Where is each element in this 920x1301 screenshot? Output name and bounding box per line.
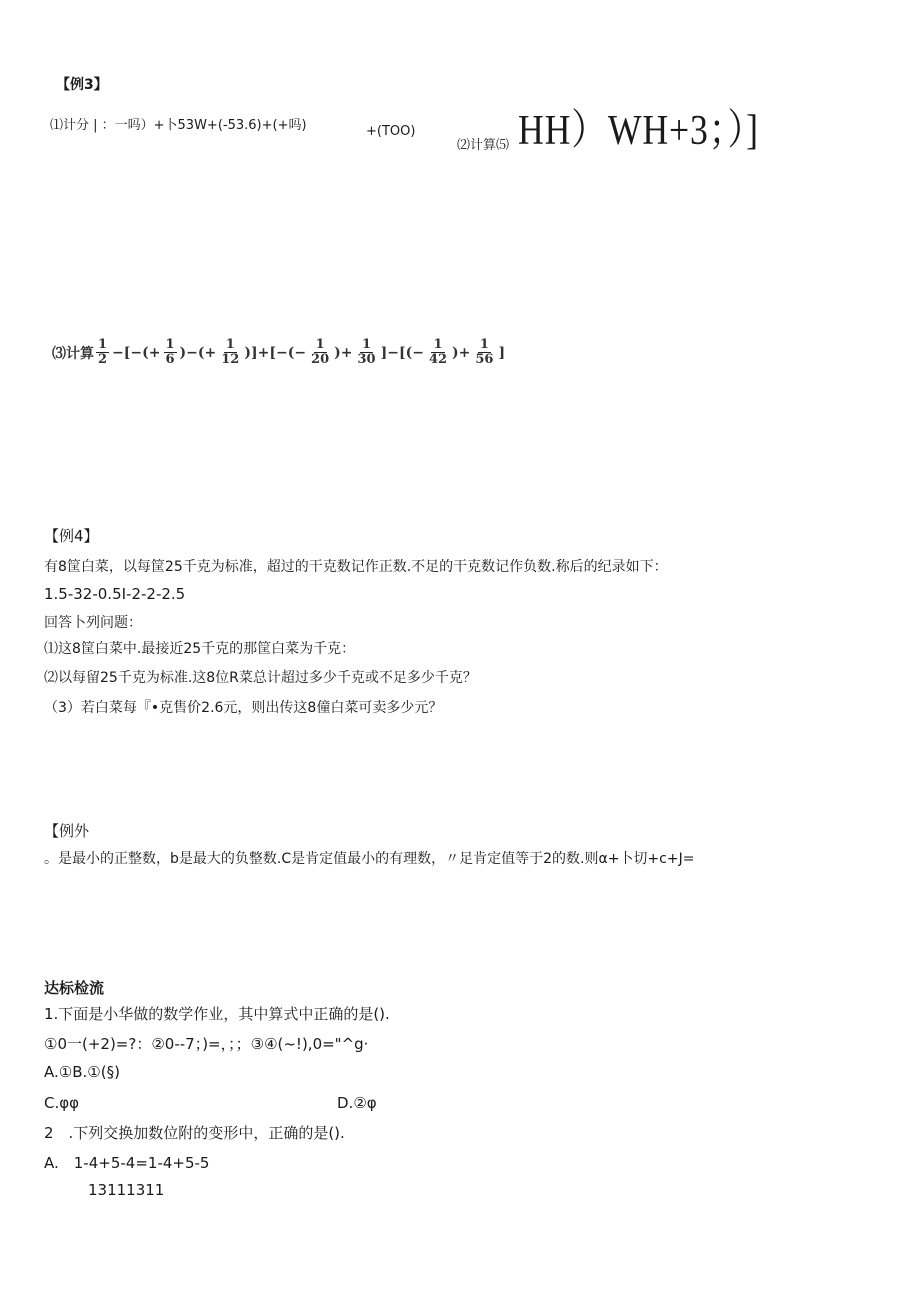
formula-operator: ]−[(− bbox=[380, 344, 424, 361]
formula-operator: −[−(+ bbox=[112, 344, 161, 361]
formula-operator: )]+[−(− bbox=[244, 344, 307, 361]
example4-instruction: 回答卜列问题： bbox=[44, 615, 142, 631]
check-question1-option-a-b: A.①B.①(§) bbox=[44, 1063, 120, 1081]
formula-operator: )+ bbox=[334, 344, 353, 361]
example3-problem1: ⑴计分 | ：一吗）+卜53W+(-53.6)+(+吗) bbox=[50, 118, 307, 133]
example5-heading: 【例外 bbox=[44, 822, 90, 840]
example5-description: 。是最小的正整数，b是最大的负整数.C是肯定值最小的有理数，〃足肯定值等于2的数.则α+卜切+c+J= bbox=[44, 851, 695, 867]
example3-problem1-continuation: +(TOO) bbox=[366, 124, 416, 139]
fraction-1-6: $\frac{1}{6}$ bbox=[165, 337, 175, 368]
example4-heading: 【例4】 bbox=[44, 527, 99, 545]
fraction-1-56: $\frac{1}{56}$ bbox=[475, 337, 494, 368]
example3-problem3-formula bbox=[52, 338, 506, 368]
check-question2-option-a: A. 1-4+5-4=1-4+5-5 bbox=[44, 1154, 210, 1172]
fraction-1-30: $\frac{1}{30}$ bbox=[357, 337, 376, 368]
check-question2: 2 .下列交换加数位附的变形中，正确的是(). bbox=[44, 1124, 345, 1142]
fraction-1-42: $\frac{1}{42}$ bbox=[428, 337, 448, 368]
fraction-1-20: $\frac{1}{20}$ bbox=[311, 337, 330, 368]
check-question1-items: ①0一(+2)=?：②0--7；)=，；；③④(~!),0="^g· bbox=[44, 1035, 369, 1053]
example3-heading: 【例3】 bbox=[56, 77, 108, 93]
example4-question3: （3）若白菜每『•克售价2.6元，则出传这8僮白菜可卖多少元？ bbox=[44, 700, 443, 716]
example4-records: 1.5-32-0.5I-2-2-2.5 bbox=[44, 585, 186, 603]
formula-operator: )−(+ bbox=[179, 344, 217, 361]
check-question1-option-d: D.②φ bbox=[337, 1094, 377, 1112]
fraction-1-2: $\frac{1}{2}$ bbox=[98, 337, 108, 368]
example4-question2: ⑵以每留25千克为标准.这8位R菜总计超过多少千克或不足多少千克？ bbox=[44, 670, 477, 686]
check-question1-option-c: C.φφ bbox=[44, 1094, 80, 1112]
check-section-heading: 达标检流 bbox=[44, 979, 105, 997]
formula-operator: ] bbox=[498, 344, 506, 361]
example4-question1: ⑴这8筐白菜中.最接近25千克的那筐白菜为千克： bbox=[44, 641, 356, 657]
check-question2-denominators: 13111311 bbox=[88, 1181, 165, 1199]
example3-problem2-label: ⑵计算⑸ bbox=[457, 138, 510, 153]
formula-label: ⑶计算 bbox=[52, 345, 94, 362]
formula-operator: )+ bbox=[452, 344, 471, 361]
example4-description: 有8筐白菜，以每筐25千克为标准，超过的干克数记作正数.不足的干克数记作负数.称后的纪录如下： bbox=[44, 559, 668, 575]
fraction-1-12: $\frac{1}{12}$ bbox=[221, 337, 240, 368]
check-question1: 1.下面是小华做的数学作业，其中算式中正确的是(). bbox=[44, 1005, 390, 1023]
example3-problem2-expression: HH）WH+3；）] bbox=[518, 108, 759, 154]
